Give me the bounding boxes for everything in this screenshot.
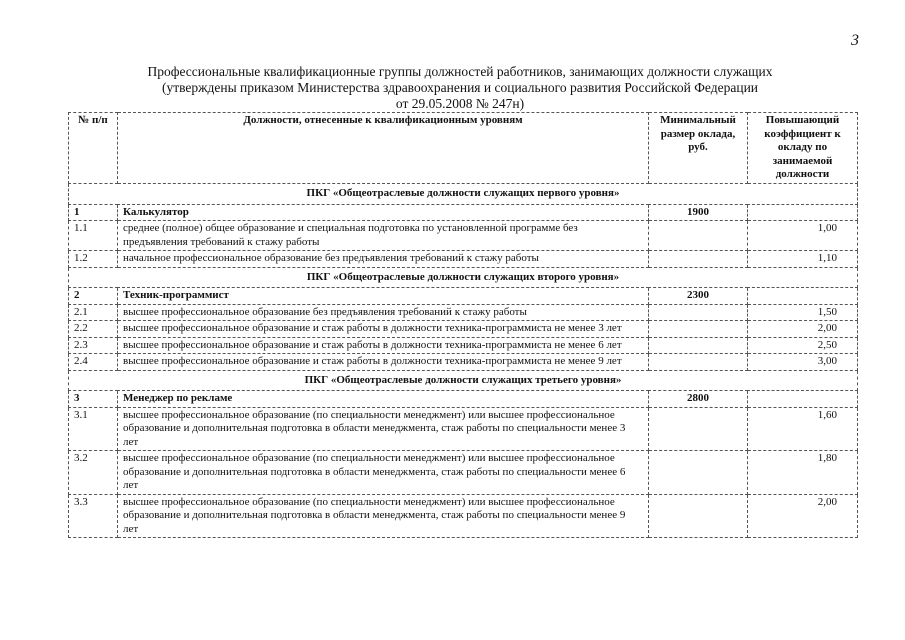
position-row xyxy=(69,288,858,305)
row-salary xyxy=(649,304,748,321)
row-desc: высшее профессиональное образование и стаж работы в должности техника-программиста не менее 3 лет xyxy=(118,321,649,338)
position-row xyxy=(69,391,858,408)
row-salary xyxy=(649,354,748,371)
table-row xyxy=(69,221,858,251)
table-header-row xyxy=(69,113,858,184)
page-number-mark: 3 xyxy=(851,32,859,49)
header-min-salary: Минимальный размер оклада, руб. xyxy=(649,113,748,184)
row-coef: 1,50 xyxy=(748,304,858,321)
table-row xyxy=(69,407,858,451)
table-row xyxy=(69,451,858,495)
position-salary: 2300 xyxy=(649,288,748,305)
position-num: 2 xyxy=(69,288,118,305)
row-num: 2.4 xyxy=(69,354,118,371)
row-salary xyxy=(649,494,748,538)
row-desc: начальное профессиональное образование без предъявления требований к стажу работы xyxy=(118,251,649,268)
group-row xyxy=(69,184,858,205)
title-line-1: Профессиональные квалификационные группы должностей работников, занимающих должности служащих xyxy=(147,64,773,79)
group-row xyxy=(69,267,858,288)
row-desc: высшее профессиональное образование (по специальности менеджмент) или высшее профессиональное образование и дополнительная подготовка в области менеджмента, стаж работы по специальности менее 6 лет xyxy=(118,451,649,495)
table-row xyxy=(69,251,858,268)
row-coef: 2,00 xyxy=(748,494,858,538)
row-coef: 3,00 xyxy=(748,354,858,371)
table-row xyxy=(69,354,858,371)
row-desc: высшее профессиональное образование (по специальности менеджмент) или высшее профессиональное образование и дополнительная подготовка в области менеджмента, стаж работы по специальности менее 3 лет xyxy=(118,407,649,451)
table-row xyxy=(69,494,858,538)
row-num: 2.1 xyxy=(69,304,118,321)
title-line-3: от 29.05.2008 № 247н) xyxy=(395,96,525,111)
row-coef: 1,00 xyxy=(748,221,858,251)
header-num: № п/п xyxy=(69,113,118,184)
group-row xyxy=(69,370,858,391)
group-title: ПКГ «Общеотраслевые должности служащих третьего уровня» xyxy=(69,370,858,391)
position-coef xyxy=(748,391,858,408)
table-row xyxy=(69,304,858,321)
row-coef: 1,10 xyxy=(748,251,858,268)
group-title: ПКГ «Общеотраслевые должности служащих первого уровня» xyxy=(69,184,858,205)
row-num: 3.3 xyxy=(69,494,118,538)
position-name: Техник-программист xyxy=(118,288,649,305)
position-num: 1 xyxy=(69,204,118,221)
row-salary xyxy=(649,321,748,338)
row-num: 2.2 xyxy=(69,321,118,338)
row-num: 3.1 xyxy=(69,407,118,451)
row-num: 3.2 xyxy=(69,451,118,495)
position-name: Калькулятор xyxy=(118,204,649,221)
row-desc: среднее (полное) общее образование и специальная подготовка по установленной программе без предъявления требований к стажу работы xyxy=(118,221,649,251)
row-salary xyxy=(649,221,748,251)
header-desc: Должности, отнесенные к квалификационным уровням xyxy=(118,113,649,184)
row-desc: высшее профессиональное образование и стаж работы в должности техника-программиста не менее 9 лет xyxy=(118,354,649,371)
position-coef xyxy=(748,204,858,221)
position-num: 3 xyxy=(69,391,118,408)
row-coef: 2,50 xyxy=(748,337,858,354)
row-num: 2.3 xyxy=(69,337,118,354)
row-num: 1.1 xyxy=(69,221,118,251)
row-salary xyxy=(649,407,748,451)
document-title xyxy=(60,64,860,112)
row-desc: высшее профессиональное образование без предъявления требований к стажу работы xyxy=(118,304,649,321)
qualification-table xyxy=(68,112,858,538)
position-salary: 2800 xyxy=(649,391,748,408)
position-row xyxy=(69,204,858,221)
row-coef: 1,80 xyxy=(748,451,858,495)
title-line-2: (утверждены приказом Министерства здравоохранения и социального развития Российской Федерации xyxy=(161,80,759,95)
group-title: ПКГ «Общеотраслевые должности служащих второго уровня» xyxy=(69,267,858,288)
position-name: Менеджер по рекламе xyxy=(118,391,649,408)
header-coefficient: Повышающий коэффициент к окладу по занимаемой должности xyxy=(748,113,858,184)
row-desc: высшее профессиональное образование (по специальности менеджмент) или высшее профессиональное образование и дополнительная подготовка в области менеджмента, стаж работы по специальности менее 9 лет xyxy=(118,494,649,538)
row-salary xyxy=(649,337,748,354)
row-salary xyxy=(649,451,748,495)
row-coef: 2,00 xyxy=(748,321,858,338)
row-coef: 1,60 xyxy=(748,407,858,451)
row-salary xyxy=(649,251,748,268)
row-num: 1.2 xyxy=(69,251,118,268)
position-salary: 1900 xyxy=(649,204,748,221)
row-desc: высшее профессиональное образование и стаж работы в должности техника-программиста не менее 6 лет xyxy=(118,337,649,354)
table-row xyxy=(69,321,858,338)
table-row xyxy=(69,337,858,354)
position-coef xyxy=(748,288,858,305)
